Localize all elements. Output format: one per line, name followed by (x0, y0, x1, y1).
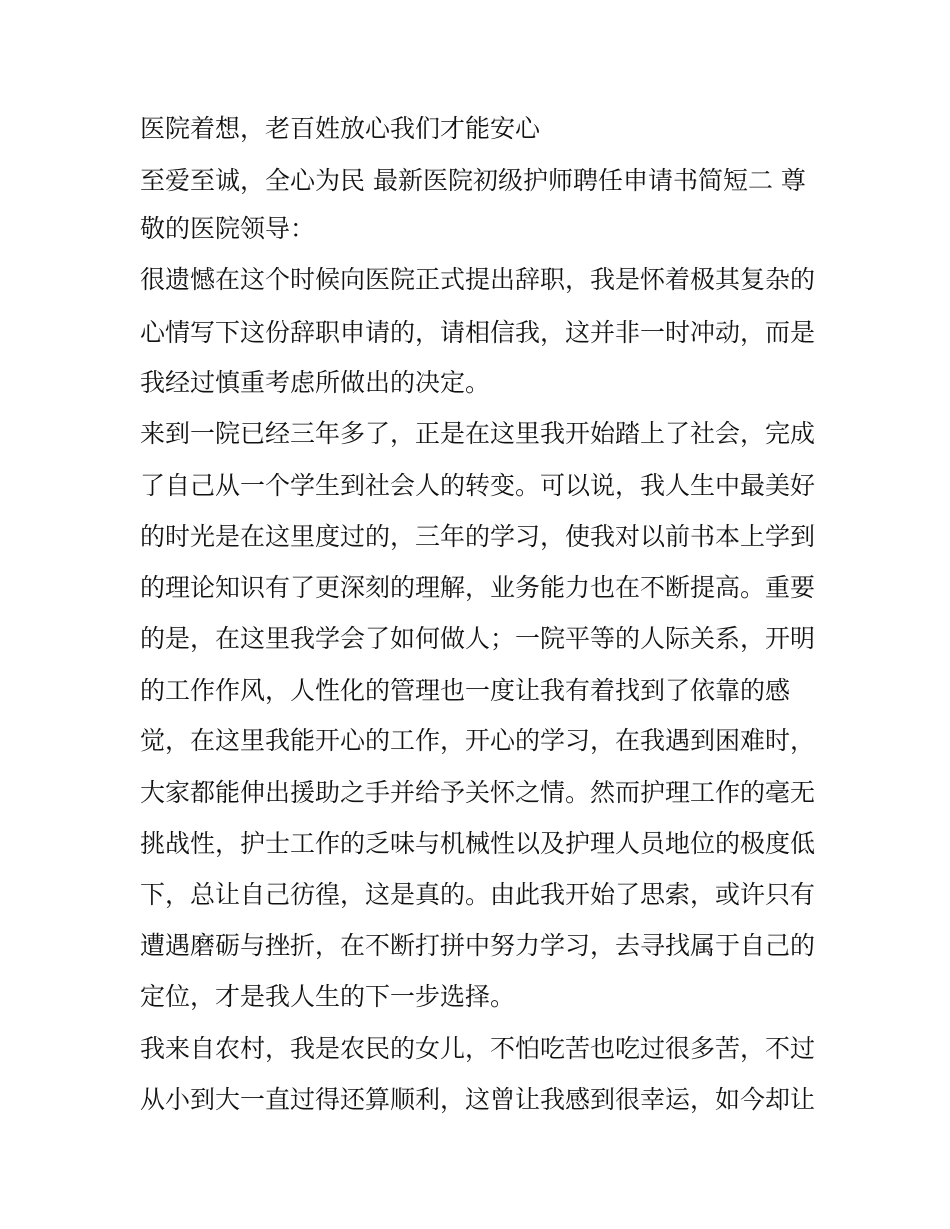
text-line: 遭遇磨砺与挫折，在不断打拼中努力学习，去寻找属于自己的 (140, 931, 816, 960)
text-line: 下，总让自己彷徨，这是真的。由此我开始了思索，或许只有 (140, 880, 816, 909)
text-line: 敬的医院领导： (140, 214, 316, 243)
text-line: 的工作作风，人性化的管理也一度让我有着找到了依靠的感 (140, 676, 791, 705)
text-line: 至爱至诚，全心为民 最新医院初级护师聘任申请书简短二 尊 (140, 166, 806, 195)
text-line: 了自己从一个学生到社会人的转变。可以说，我人生中最美好 (140, 471, 816, 500)
text-line: 的是，在这里我学会了如何做人；一院平等的人际关系，开明 (140, 624, 816, 653)
text-line: 的时光是在这里度过的，三年的学习，使我对以前书本上学到 (140, 522, 816, 551)
text-line: 定位，才是我人生的下一步选择。 (140, 982, 516, 1011)
text-line: 心情写下这份辞职申请的，请相信我，这并非一时冲动，而是 (140, 318, 816, 347)
text-line: 来到一院已经三年多了，正是在这里我开始踏上了社会，完成 (140, 419, 816, 448)
text-line: 挑战性，护士工作的乏味与机械性以及护理人员地位的极度低 (140, 829, 816, 858)
text-line: 我来自农村，我是农民的女儿，不怕吃苦也吃过很多苦，不过 (140, 1034, 816, 1063)
text-line: 觉，在这里我能开心的工作，开心的学习，在我遇到困难时， (140, 726, 816, 755)
text-line: 很遗憾在这个时候向医院正式提出辞职，我是怀着极其复杂的 (140, 265, 816, 294)
text-line: 的理论知识有了更深刻的理解，业务能力也在不断提高。重要 (140, 573, 816, 602)
text-line: 我经过慎重考虑所做出的决定。 (140, 368, 491, 397)
text-line: 医院着想，老百姓放心我们才能安心 (140, 114, 541, 143)
text-line: 大家都能伸出援助之手并给予关怀之情。然而护理工作的毫无 (140, 778, 816, 807)
text-line: 从小到大一直过得还算顺利，这曾让我感到很幸运，如今却让 (140, 1085, 816, 1114)
